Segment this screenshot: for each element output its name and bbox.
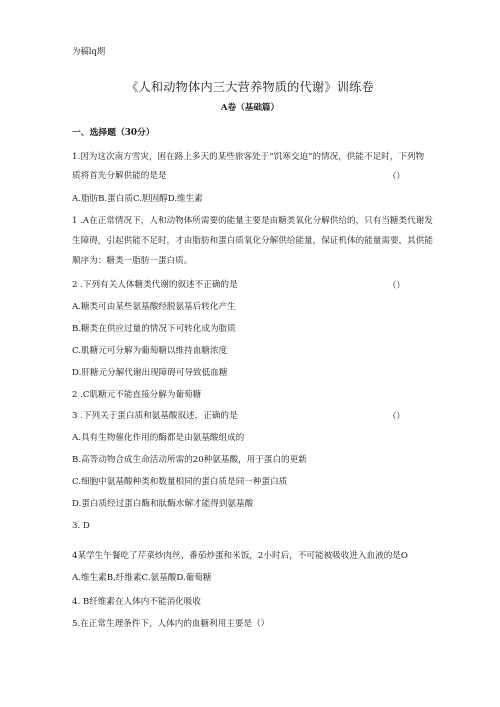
q2-option-a: A.糖类可由某些氨基酸经脱氨基后转化产生 — [72, 302, 236, 312]
section-heading: 一、选择题（30分） — [72, 128, 155, 138]
q5-stem: 5.在正常生理条件下，人体内的血糖利用主要是（） — [72, 619, 270, 629]
q2-option-d: D.肝糖元分解代谢出现障碍可导致低血糖 — [72, 368, 228, 378]
q1-line1: 1.因为这次南方雪灾，困在路上多天的某些旅客处于“饥寒交迫”的情况，供能不足时，下列物 — [72, 152, 425, 162]
a1-line1: 1 .A在正常情况下，人和动物体所需要的能量主要是由糖类氧化分解供给的，只有当糖类代谢发 — [72, 216, 433, 226]
q4-stem: 4某学生午餐吃了芹菜炒肉丝、番茄炒蛋和米饭，2小时后，不可能被吸收进入血液的是O — [72, 551, 408, 561]
document-subtitle: A卷（基础篇） — [220, 103, 280, 113]
header-note: 为稿lq期 — [72, 46, 106, 56]
q2-answer-paren: （） — [388, 280, 405, 290]
q4-options: A.维生素B,纤维素C.氨基酸D.葡萄糖 — [72, 573, 212, 583]
a4-line: 4. B纤维素在人体内不能消化吸收 — [72, 597, 201, 607]
a1-line3: 顺序为：糖类一脂肪一蛋白质。 — [72, 256, 193, 266]
a1-line2: 生障碍，引起供能不足时，才由脂肪和蛋白质氧化分解供给能量，保证机体的能量需要，其供能 — [72, 236, 433, 246]
q3-option-b: B.高等动物合成生命活动所需的20种氨基酸，用于蛋白的更新 — [72, 455, 307, 465]
q1-options: A.脂肪B.蛋白质C.胆固醇D.维生素 — [72, 194, 203, 204]
document-title: 《人和动物体内三大营养物质的代谢》训练卷 — [126, 80, 374, 94]
q3-answer-paren: （） — [388, 411, 405, 421]
q2-option-b: B.糖类在供应过量的情况下可转化成为脂质 — [72, 324, 236, 334]
q3-option-d: D.蛋白质经过蛋白酶和肽酶水解才能得到氨基酸 — [72, 499, 254, 509]
q3-option-a: A.具有生物催化作用的酶都是由氨基酸组成的 — [72, 433, 245, 443]
q2-stem: 2 .下列有关人体糖类代谢的叙述不正确的是 — [72, 280, 238, 290]
a2-line: 2 .C肌糖元不能直接分解为葡萄糖 — [72, 390, 202, 400]
q3-option-c: C.细胞中氨基酸种类和数量相同的蛋白质是同一种蛋白质 — [72, 477, 288, 487]
q1-line2: 质将首先分解供能的是是 — [72, 171, 167, 181]
a3-line: 3. D — [72, 521, 90, 531]
q3-stem: 3 .下列关于蛋白质和氨基酸叙述，正确的是 — [72, 411, 238, 421]
q2-option-c: C.肌糖元可分解为葡萄糖以维持血糖浓度 — [72, 346, 228, 356]
q1-answer-paren: （） — [388, 171, 405, 181]
